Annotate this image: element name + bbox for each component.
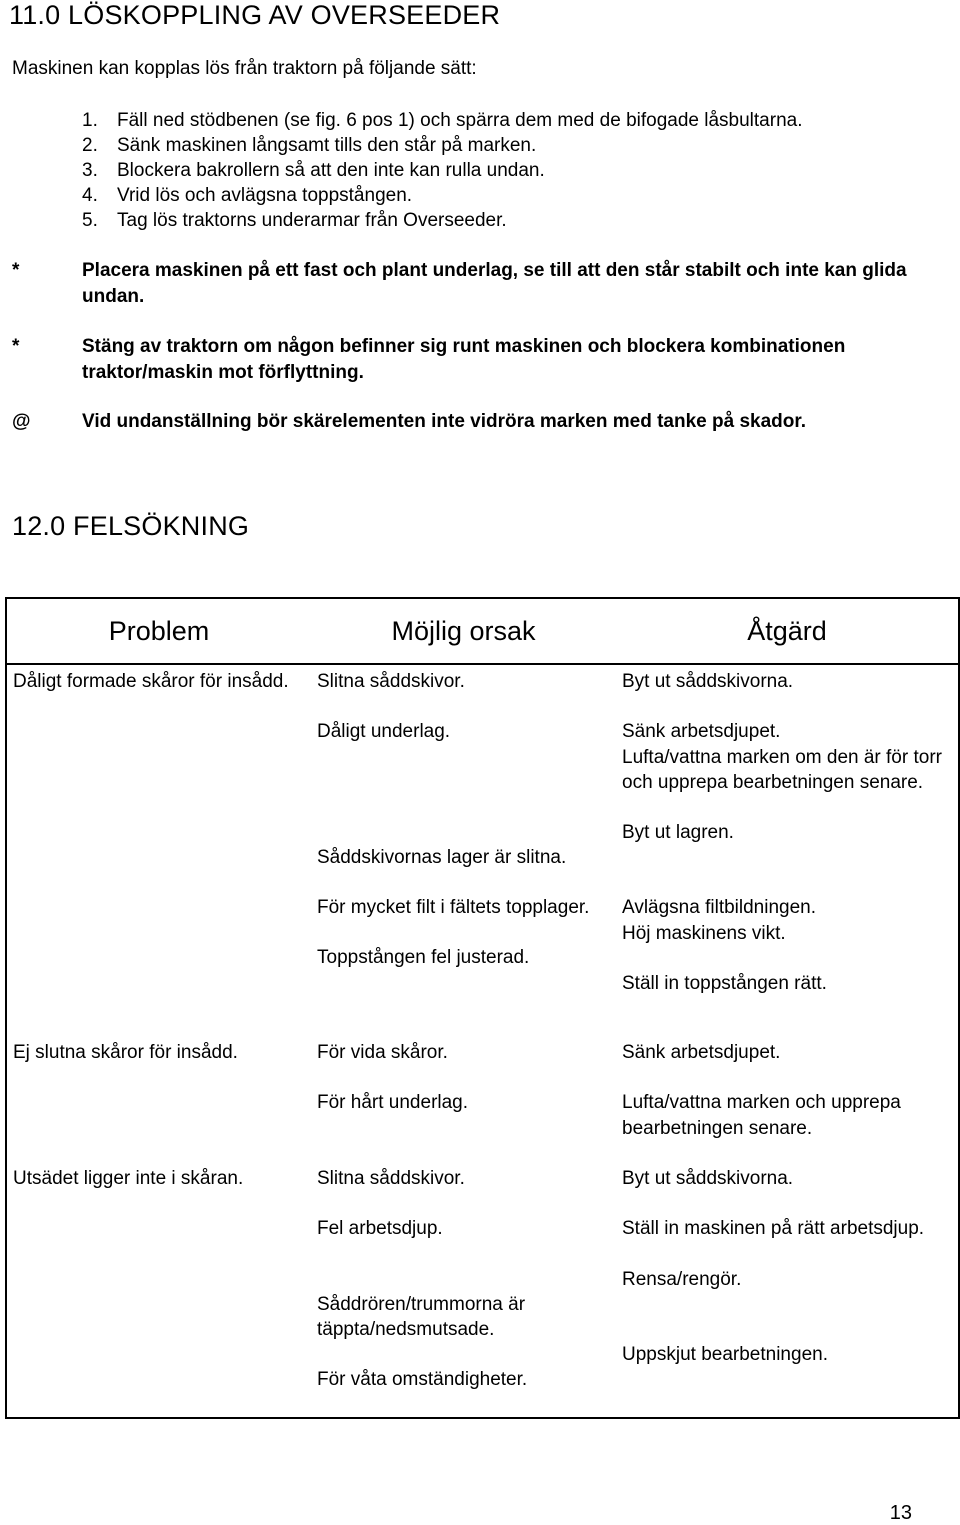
- table-header-row: [6, 598, 959, 664]
- step-number: 1.: [82, 110, 98, 131]
- action-text: Ställ in maskinen på rätt arbetsdjup.: [622, 1218, 925, 1240]
- section-11-title: 11.0 LÖSKOPPLING AV OVERSEEDER: [9, 0, 501, 30]
- step-number: 3.: [82, 160, 98, 181]
- problem-text: Dåligt formade skåror för insådd.: [13, 671, 289, 692]
- action-text: Lufta/vattna marken om den är för torr och upprepa bearbetningen senare.: [622, 746, 942, 793]
- action-text: Byt ut såddskivorna.: [622, 1168, 794, 1189]
- note-item: [0, 334, 960, 386]
- cause-text: Toppstången fel justerad.: [317, 947, 530, 969]
- cause-text: För våta omständigheter.: [317, 1369, 528, 1391]
- note-item: [0, 258, 960, 310]
- action-text: Byt ut lagren.: [622, 822, 734, 844]
- step-text: Tag lös traktorns underarmar från Overseeder.: [117, 210, 507, 231]
- action-text: Rensa/rengör.: [622, 1268, 742, 1290]
- section-12-title: 12.0 FELSÖKNING: [12, 511, 250, 541]
- step-text: Sänk maskinen långsamt tills den står på marken.: [117, 135, 537, 156]
- cause-text: Slitna såddskivor.: [317, 1168, 465, 1189]
- note-mark: *: [12, 260, 20, 281]
- action-text: Ställ in toppstången rätt.: [622, 973, 827, 995]
- action-text: Lufta/vattna marken och upprepa bearbetningen senare.: [622, 1092, 901, 1139]
- header-cause: Möjlig orsak: [311, 598, 616, 664]
- note-mark: @: [12, 411, 31, 432]
- troubleshooting-table: [5, 597, 960, 1419]
- table-row: [6, 1040, 959, 1166]
- step-text: Blockera bakrollern så att den inte kan rulla undan.: [117, 160, 545, 181]
- action-text: Byt ut såddskivorna.: [622, 671, 794, 692]
- action-text: Sänk arbetsdjupet.: [622, 1042, 781, 1063]
- table-row: [6, 1166, 959, 1418]
- note-mark: *: [12, 336, 20, 357]
- note-text: Vid undanställning bör skärelementen inte vidröra marken med tanke på skador.: [82, 411, 806, 432]
- cause-text: Dåligt underlag.: [317, 721, 451, 743]
- cause-text: Såddrören/trummorna är täppta/nedsmutsade.: [317, 1293, 526, 1340]
- step-number: 2.: [82, 135, 98, 156]
- header-problem: Problem: [6, 598, 311, 664]
- cause-text: För vida skåror.: [317, 1042, 448, 1063]
- steps-list: [0, 108, 960, 238]
- section-11-intro: Maskinen kan kopplas lös från traktorn på följande sätt:: [12, 58, 477, 79]
- note-text: Placera maskinen på ett fast och plant underlag, se till att den står stabilt och inte kan glida undan.: [82, 260, 907, 307]
- header-action: Åtgärd: [616, 598, 959, 664]
- note-text: Stäng av traktorn om någon befinner sig runt maskinen och blockera kombinationen traktor/maskin mot förflyttning.: [82, 336, 846, 383]
- step-number: 4.: [82, 185, 98, 206]
- problem-text: Ej slutna skåror för insådd.: [13, 1042, 238, 1063]
- cause-text: För mycket filt i fältets topplager.: [317, 896, 590, 918]
- cause-text: För hårt underlag.: [317, 1092, 469, 1114]
- step-number: 5.: [82, 210, 98, 231]
- action-text: Uppskjut bearbetningen.: [622, 1343, 828, 1365]
- action-text: Sänk arbetsdjupet.: [622, 721, 781, 743]
- cause-text: Slitna såddskivor.: [317, 671, 465, 692]
- step-text: Fäll ned stödbenen (se fig. 6 pos 1) och spärra dem med de bifogade låsbultarna.: [117, 110, 803, 131]
- page-number: 13: [889, 1502, 912, 1524]
- note-item: [0, 409, 960, 461]
- table-row: [6, 664, 959, 1040]
- step-text: Vrid lös och avlägsna toppstången.: [117, 185, 413, 206]
- problem-text: Utsädet ligger inte i skåran.: [13, 1168, 244, 1189]
- cause-text: Fel arbetsdjup.: [317, 1218, 443, 1240]
- cause-text: Såddskivornas lager är slitna.: [317, 846, 567, 868]
- action-text: Avlägsna filtbildningen.: [622, 897, 817, 919]
- action-text: Höj maskinens vikt.: [622, 922, 786, 944]
